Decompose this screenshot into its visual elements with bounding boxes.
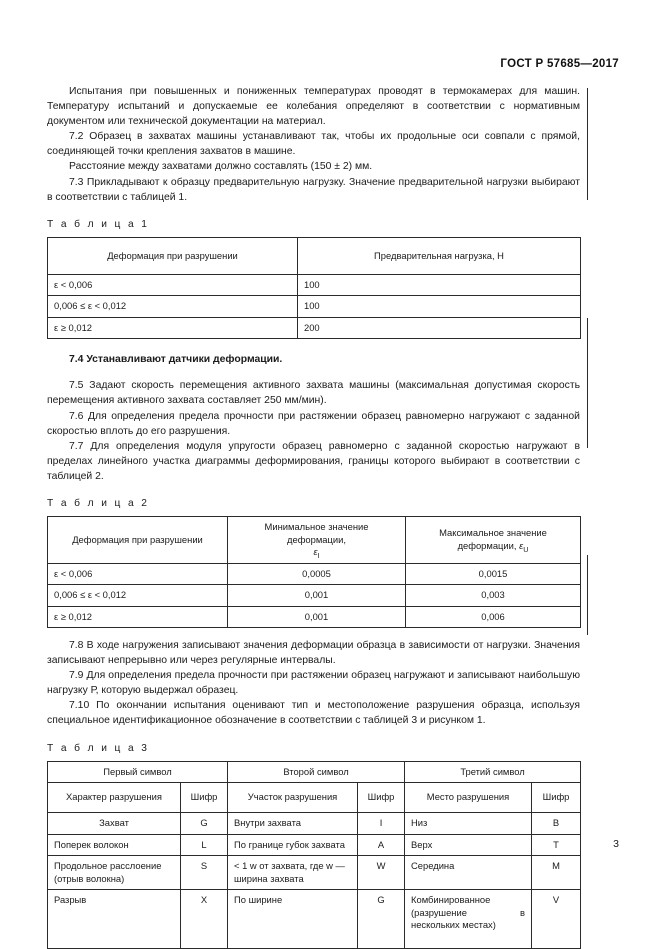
epsilon-subscript: I xyxy=(317,550,320,560)
table-3-cell: Середина xyxy=(405,856,532,890)
table-2-cell: 0,003 xyxy=(406,585,581,607)
table-2-header-max-text: Максимальное значение xyxy=(439,527,547,539)
table-3-cell: A xyxy=(358,834,405,856)
table-row xyxy=(48,274,581,296)
table-1-preload xyxy=(47,237,581,340)
table-3-cell: X xyxy=(181,890,228,949)
table-2-header-max-text2: деформации, xyxy=(457,539,520,551)
page-number: 3 xyxy=(613,838,619,850)
table-1-header-preload: Предварительная нагрузка, Н xyxy=(298,237,581,274)
table-3-cell: Поперек волокон xyxy=(48,834,181,856)
table-row xyxy=(48,890,581,949)
table-3-subheader-code-2: Шифр xyxy=(358,783,405,813)
table-2-header-max xyxy=(406,517,581,564)
epsilon-subscript: U xyxy=(523,544,529,554)
table-row xyxy=(48,834,581,856)
page-header-standard-number: ГОСТ Р 57685—2017 xyxy=(500,58,619,70)
paragraph-7-9: 7.9 Для определения предела прочности при растяжении образец нагружают и записывают наибольшую нагрузку Р, которую выдержал образец. xyxy=(47,670,580,697)
table-1-header-deformation: Деформация при разрушении xyxy=(48,237,298,274)
table-3-cell: Продольное расслоение (отрыв волокна) xyxy=(48,856,181,890)
table-2-header-min xyxy=(228,517,406,564)
paragraph-7-3: 7.3 Прикладывают к образцу предварительную нагрузку. Значение предварительной нагрузки выбирают в соответствии с таблицей 1. xyxy=(47,176,580,203)
table-3-cell: W xyxy=(358,856,405,890)
table-3-cell: G xyxy=(181,813,228,835)
table-row xyxy=(48,783,581,813)
table-3-group-first: Первый символ xyxy=(48,761,228,783)
table-3-cell: Разрыв xyxy=(48,890,181,949)
paragraph-grip-distance: Расстояние между захватами должно составлять (150 ± 2) мм. xyxy=(69,161,373,173)
table-row xyxy=(48,517,581,564)
document-content xyxy=(47,84,580,949)
table-3-cell: Низ xyxy=(405,813,532,835)
table-1-cell: 200 xyxy=(298,317,581,339)
table-3-cell: V xyxy=(532,890,581,949)
table-1-cell: ε ≥ 0,012 xyxy=(48,317,298,339)
table-3-cell: L xyxy=(181,834,228,856)
table-3-group-second: Второй символ xyxy=(228,761,405,783)
table-2-cell: 0,001 xyxy=(228,606,406,628)
table-2-header-min-text: Минимальное значение деформации, xyxy=(264,521,369,545)
table-3-subheader-failure-location: Место разрушения xyxy=(405,783,532,813)
paragraph-7-1-temperature: Испытания при повышенных и пониженных температурах проводят в термокамерах для машин. Температуру испытаний и допускаемые ее колебания определяют в соответствии с нормативным документом или технической документации на материал. xyxy=(47,86,580,128)
table-3-failure-codes xyxy=(47,761,581,949)
table-1-cell: ε < 0,006 xyxy=(48,274,298,296)
table-2-deformation-limits xyxy=(47,516,581,628)
table-2-cell: 0,0015 xyxy=(406,563,581,585)
table-3-cell: I xyxy=(358,813,405,835)
table-row xyxy=(48,585,581,607)
table-row xyxy=(48,761,581,783)
table-3-cell: Внутри захвата xyxy=(228,813,358,835)
change-bar-top xyxy=(587,88,588,200)
table-1-cell: 100 xyxy=(298,296,581,318)
table-3-cell: < 1 w от захвата, где w — ширина захвата xyxy=(228,856,358,890)
table-row xyxy=(48,813,581,835)
table-3-cell: B xyxy=(532,813,581,835)
table-row xyxy=(48,237,581,274)
paragraph-7-5: 7.5 Задают скорость перемещения активного захвата машины (максимальная допустимая скорость перемещения активного захвата составляет 250 мм/мин). xyxy=(47,380,580,407)
table-2-caption: Т а б л и ц а 2 xyxy=(47,498,150,509)
table-3-caption: Т а б л и ц а 3 xyxy=(47,742,150,754)
table-2-cell: ε < 0,006 xyxy=(48,563,228,585)
epsilon-symbol: ε xyxy=(519,539,524,551)
paragraph-7-8: 7.8 В ходе нагружения записывают значения деформации образца в зависимости от нагрузки. Значения записывают непрерывно или через регулярные интервалы. xyxy=(47,640,580,667)
table-3-cell: По границе губок захвата xyxy=(228,834,358,856)
change-bar-middle xyxy=(587,318,588,448)
table-1-caption: Т а б л и ц а 1 xyxy=(47,218,150,230)
paragraph-7-2: 7.2 Образец в захватах машины устанавливают так, чтобы их продольные оси совпали с прямой, соединяющей точки крепления захватов в машине. xyxy=(47,131,580,158)
table-row xyxy=(48,296,581,318)
table-1-cell: 0,006 ≤ ε < 0,012 xyxy=(48,296,298,318)
table-1-cell: 100 xyxy=(298,274,581,296)
table-2-cell: 0,006 xyxy=(406,606,581,628)
paragraph-7-6: 7.6 Для определения предела прочности при растяжении образец равномерно нагружают с заданной скоростью вплоть до его разрушения. xyxy=(47,410,580,437)
table-3-cell: M xyxy=(532,856,581,890)
table-row xyxy=(48,563,581,585)
table-3-group-third: Третий символ xyxy=(405,761,581,783)
table-3-cell: Верх xyxy=(405,834,532,856)
table-3-cell: По ширине xyxy=(228,890,358,949)
table-2-cell: 0,006 ≤ ε < 0,012 xyxy=(48,585,228,607)
table-row xyxy=(48,606,581,628)
table-3-cell: T xyxy=(532,834,581,856)
table-2-header-deformation: Деформация при разрушении xyxy=(48,517,228,564)
table-3-cell: S xyxy=(181,856,228,890)
table-2-cell: 0,0005 xyxy=(228,563,406,585)
paragraph-7-4-heading: 7.4 Устанавливают датчики деформации. xyxy=(69,354,283,366)
table-3-subheader-code-3: Шифр xyxy=(532,783,581,813)
table-3-subheader-failure-type: Характер разрушения xyxy=(48,783,181,813)
table-3-cell: G xyxy=(358,890,405,949)
table-row xyxy=(48,856,581,890)
change-bar-lower xyxy=(587,555,588,635)
table-3-cell: Захват xyxy=(48,813,181,835)
table-2-cell: ε ≥ 0,012 xyxy=(48,606,228,628)
table-3-subheader-code-1: Шифр xyxy=(181,783,228,813)
epsilon-symbol: ε xyxy=(313,546,318,557)
table-2-cell: 0,001 xyxy=(228,585,406,607)
table-3-cell: Комбинированное (разрушение в нескольких местах) xyxy=(405,890,532,949)
paragraph-7-7: 7.7 Для определения модуля упругости образец равномерно с заданной скоростью нагружают в пределах линейного участка диаграммы деформирования, границы которого выбирают в соответствии с таблицей 2. xyxy=(47,440,580,482)
table-row xyxy=(48,317,581,339)
table-3-subheader-failure-area: Участок разрушения xyxy=(228,783,358,813)
paragraph-7-10: 7.10 По окончании испытания оценивают тип и местоположение разрушения образца, используя специальное идентификационное обозначение в соответствии с таблицей 3 и рисунком 1. xyxy=(47,700,580,727)
